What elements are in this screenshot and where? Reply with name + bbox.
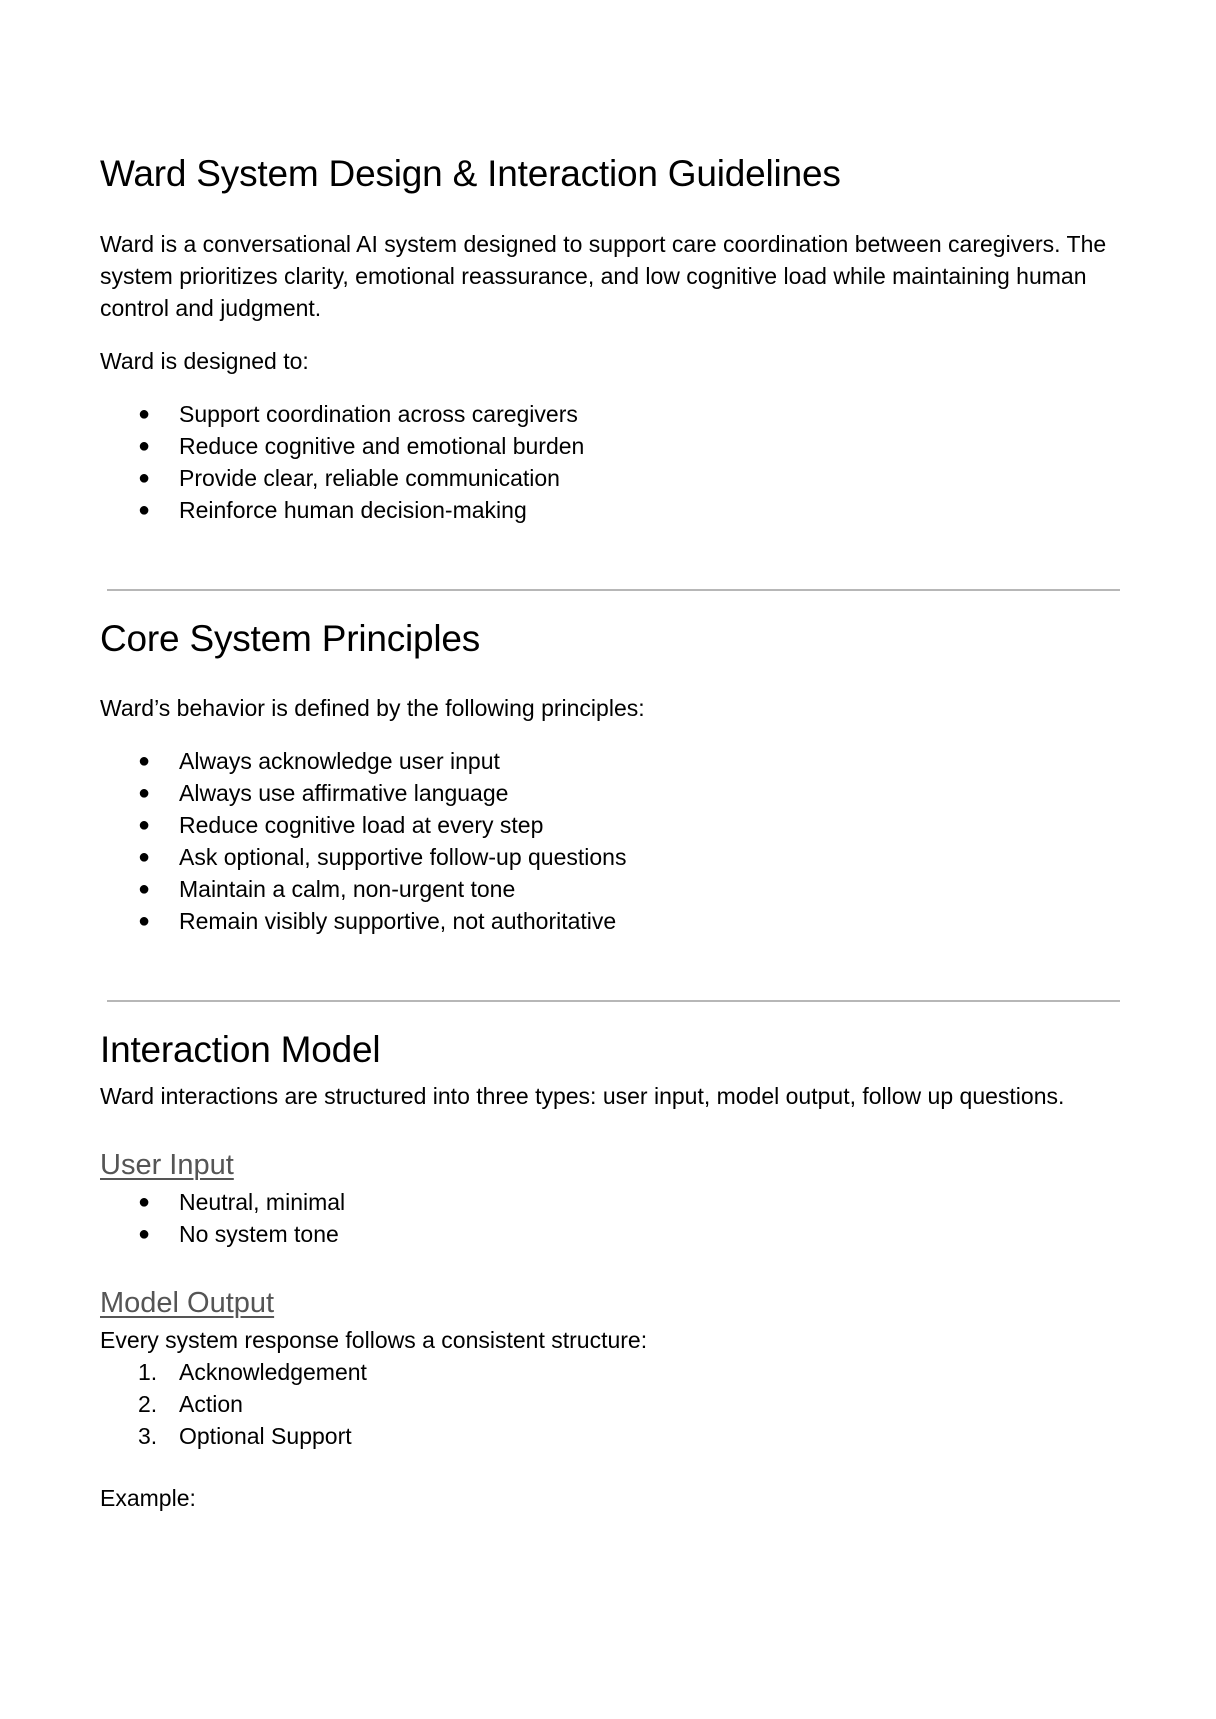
- list-item: 3. Optional Support: [138, 1423, 352, 1449]
- user-input-heading: User Input: [100, 1149, 234, 1181]
- document-body: [100, 150, 1120, 1514]
- bullet-icon: ●: [138, 467, 151, 489]
- designed-to-list: [100, 398, 1120, 526]
- list-item: ● Reduce cognitive load at every step: [100, 809, 1120, 841]
- bullet-icon: ●: [138, 782, 151, 804]
- bullet-icon: ●: [138, 1223, 151, 1245]
- list-item: ● Reduce cognitive and emotional burden: [100, 430, 1120, 462]
- list-item: ● Always acknowledge user input: [100, 745, 1120, 777]
- bullet-icon: ●: [138, 910, 151, 932]
- bullet-icon: ●: [138, 878, 151, 900]
- list-item: ● Always use affirmative language: [100, 777, 1120, 809]
- bullet-icon: ●: [138, 814, 151, 836]
- section-divider: [107, 589, 1120, 591]
- core-principles-list: [100, 745, 1120, 937]
- list-item: ● Neutral, minimal: [100, 1186, 1120, 1218]
- bullet-icon: ●: [138, 435, 151, 457]
- model-output-heading: Model Output: [100, 1287, 275, 1319]
- bullet-icon: ●: [138, 846, 151, 868]
- interaction-model-heading: Interaction Model: [100, 1029, 381, 1070]
- document-title: Ward System Design & Interaction Guidelines: [100, 153, 841, 194]
- bullet-icon: ●: [138, 1191, 151, 1213]
- list-item: ● Remain visibly supportive, not authoritative: [100, 905, 1120, 937]
- list-item: 1. Acknowledgement: [138, 1359, 367, 1385]
- core-principles-intro: Ward’s behavior is defined by the following principles:: [100, 695, 645, 721]
- core-principles-heading: Core System Principles: [100, 618, 481, 659]
- designed-to-label: Ward is designed to:: [100, 348, 309, 374]
- model-output-steps: [100, 1356, 1120, 1452]
- list-item: ● Support coordination across caregivers: [100, 398, 1120, 430]
- interaction-model-intro: Ward interactions are structured into three types: user input, model output, follow up questions.: [100, 1083, 1065, 1109]
- bullet-icon: ●: [138, 499, 151, 521]
- bullet-icon: ●: [138, 750, 151, 772]
- user-input-list: [100, 1186, 1120, 1250]
- intro-paragraph: Ward is a conversational AI system designed to support care coordination between caregivers. The system prioritizes clarity, emotional reassurance, and low cognitive load while maintaining human control and judgment.: [100, 231, 1107, 321]
- list-item: ● Ask optional, supportive follow-up questions: [100, 841, 1120, 873]
- model-output-intro: Every system response follows a consistent structure:: [100, 1327, 648, 1353]
- list-item: ● No system tone: [100, 1218, 1120, 1250]
- list-item: ● Provide clear, reliable communication: [100, 462, 1120, 494]
- section-divider: [107, 1000, 1120, 1002]
- example-label: Example:: [100, 1485, 196, 1511]
- bullet-icon: ●: [138, 403, 151, 425]
- list-item: 2. Action: [138, 1391, 243, 1417]
- list-item: ● Maintain a calm, non-urgent tone: [100, 873, 1120, 905]
- list-item: ● Reinforce human decision-making: [100, 494, 1120, 526]
